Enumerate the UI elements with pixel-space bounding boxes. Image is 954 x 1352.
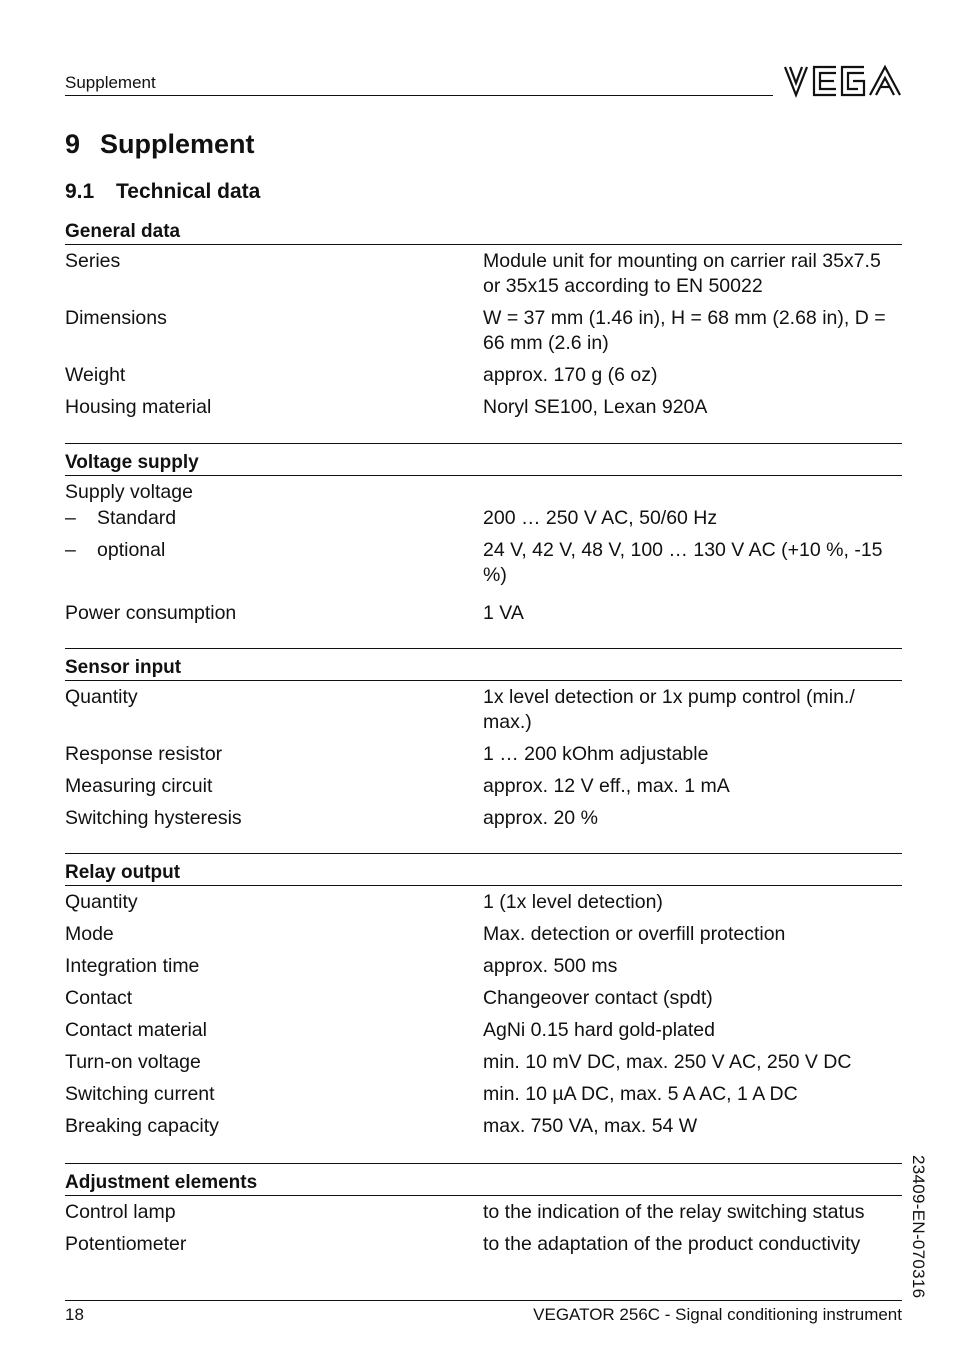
spec-row xyxy=(65,480,902,505)
spec-key: Housing material xyxy=(65,396,212,418)
spec-row xyxy=(65,685,902,735)
spec-row xyxy=(65,601,902,626)
spec-key: Response resistor xyxy=(65,743,223,765)
chapter-title: Supplement xyxy=(100,129,255,159)
spec-row xyxy=(65,890,902,915)
spec-key: Breaking capacity xyxy=(65,1115,219,1137)
spec-value: min. 10 µA DC, max. 5 A AC, 1 A DC xyxy=(483,1083,798,1105)
footer-title: VEGATOR 256C - Signal conditioning instrument xyxy=(533,1305,902,1324)
spec-value: Changeover contact (spdt) xyxy=(483,987,713,1009)
spec-row xyxy=(65,1018,902,1043)
spec-value: 1 VA xyxy=(483,602,524,624)
spec-value: Module unit for mounting on carrier rail 35x7.5 or 35x15 according to EN 50022 xyxy=(483,250,881,297)
spec-row xyxy=(65,806,902,831)
spec-key: Control lamp xyxy=(65,1201,176,1223)
section-title: Technical data xyxy=(116,180,261,203)
spec-row xyxy=(65,306,902,356)
spec-row xyxy=(65,1200,902,1225)
spec-key: Supply voltage xyxy=(65,481,193,503)
spec-section-voltage xyxy=(65,443,902,633)
spec-row xyxy=(65,363,902,388)
spec-key: Mode xyxy=(65,923,114,945)
running-header: Supplement xyxy=(65,73,156,92)
spec-key: Integration time xyxy=(65,955,200,977)
spec-key: Power consumption xyxy=(65,602,237,624)
page-number: 18 xyxy=(65,1305,84,1324)
spec-value: approx. 20 % xyxy=(483,807,598,829)
spec-value: Noryl SE100, Lexan 920A xyxy=(483,396,708,418)
spec-value: AgNi 0.15 hard gold-plated xyxy=(483,1019,715,1041)
spec-value: 1 (1x level detection) xyxy=(483,891,663,913)
spec-section-adjustment xyxy=(65,1163,902,1264)
spec-value: max. 750 VA, max. 54 W xyxy=(483,1115,698,1137)
spec-key: Contact material xyxy=(65,1019,207,1041)
spec-row xyxy=(65,1082,902,1107)
spec-section-title: Voltage supply xyxy=(65,450,902,476)
list-dash: – xyxy=(65,539,76,561)
spec-key: Switching hysteresis xyxy=(65,807,242,829)
chapter-number: 9 xyxy=(65,129,81,159)
spec-row xyxy=(65,1050,902,1075)
spec-row xyxy=(65,742,902,767)
spec-value: approx. 500 ms xyxy=(483,955,618,977)
spec-key: Standard xyxy=(97,507,177,529)
spec-value: 1x level detection or 1x pump control (min./ max.) xyxy=(483,686,855,733)
spec-key: Potentiometer xyxy=(65,1233,187,1255)
spec-value: min. 10 mV DC, max. 250 V AC, 250 V DC xyxy=(483,1051,852,1073)
spec-key: Switching current xyxy=(65,1083,215,1105)
spec-row xyxy=(65,249,902,299)
spec-key: optional xyxy=(97,539,166,561)
spec-value: to the indication of the relay switching status xyxy=(483,1201,865,1223)
spec-section-title: Relay output xyxy=(65,860,902,886)
spec-section-title: General data xyxy=(65,219,902,245)
document-code: 23409-EN-070316 xyxy=(909,1155,928,1299)
spec-key: Series xyxy=(65,250,121,272)
vega-logo xyxy=(784,63,902,99)
section-number: 9.1 xyxy=(65,180,95,203)
spec-key: Dimensions xyxy=(65,307,167,329)
list-dash: – xyxy=(65,507,76,529)
spec-section-relay xyxy=(65,853,902,1146)
spec-row xyxy=(65,954,902,979)
spec-value: 200 … 250 V AC, 50/60 Hz xyxy=(483,507,718,529)
spec-value: Max. detection or overfill protection xyxy=(483,923,786,945)
spec-row xyxy=(65,1232,902,1257)
spec-row xyxy=(65,395,902,420)
spec-value: approx. 12 V eff., max. 1 mA xyxy=(483,775,730,797)
spec-key: Turn-on voltage xyxy=(65,1051,201,1073)
spec-row xyxy=(65,506,902,531)
header-rule xyxy=(65,95,773,96)
spec-key: Weight xyxy=(65,364,126,386)
spec-key: Contact xyxy=(65,987,133,1009)
spec-row xyxy=(65,538,902,588)
section-heading xyxy=(65,180,260,204)
footer-rule xyxy=(65,1300,902,1301)
chapter-heading xyxy=(65,129,255,160)
spec-row xyxy=(65,774,902,799)
spec-row xyxy=(65,922,902,947)
spec-value xyxy=(483,480,902,505)
spec-value: W = 37 mm (1.46 in), H = 68 mm (2.68 in), D = 66 mm (2.6 in) xyxy=(483,307,886,354)
spec-row xyxy=(65,986,902,1011)
spec-value: approx. 170 g (6 oz) xyxy=(483,364,658,386)
spec-section-general xyxy=(65,219,902,427)
spec-value: to the adaptation of the product conductivity xyxy=(483,1233,861,1255)
spec-key: Measuring circuit xyxy=(65,775,213,797)
spec-key: Quantity xyxy=(65,891,138,913)
spec-row xyxy=(65,1114,902,1139)
spec-value: 1 … 200 kOhm adjustable xyxy=(483,743,709,765)
spec-section-title: Adjustment elements xyxy=(65,1170,902,1196)
spec-key: Quantity xyxy=(65,686,138,708)
spec-section-title: Sensor input xyxy=(65,655,902,681)
spec-value: 24 V, 42 V, 48 V, 100 … 130 V AC (+10 %, -15 %) xyxy=(483,539,883,586)
spec-section-sensor xyxy=(65,648,902,838)
